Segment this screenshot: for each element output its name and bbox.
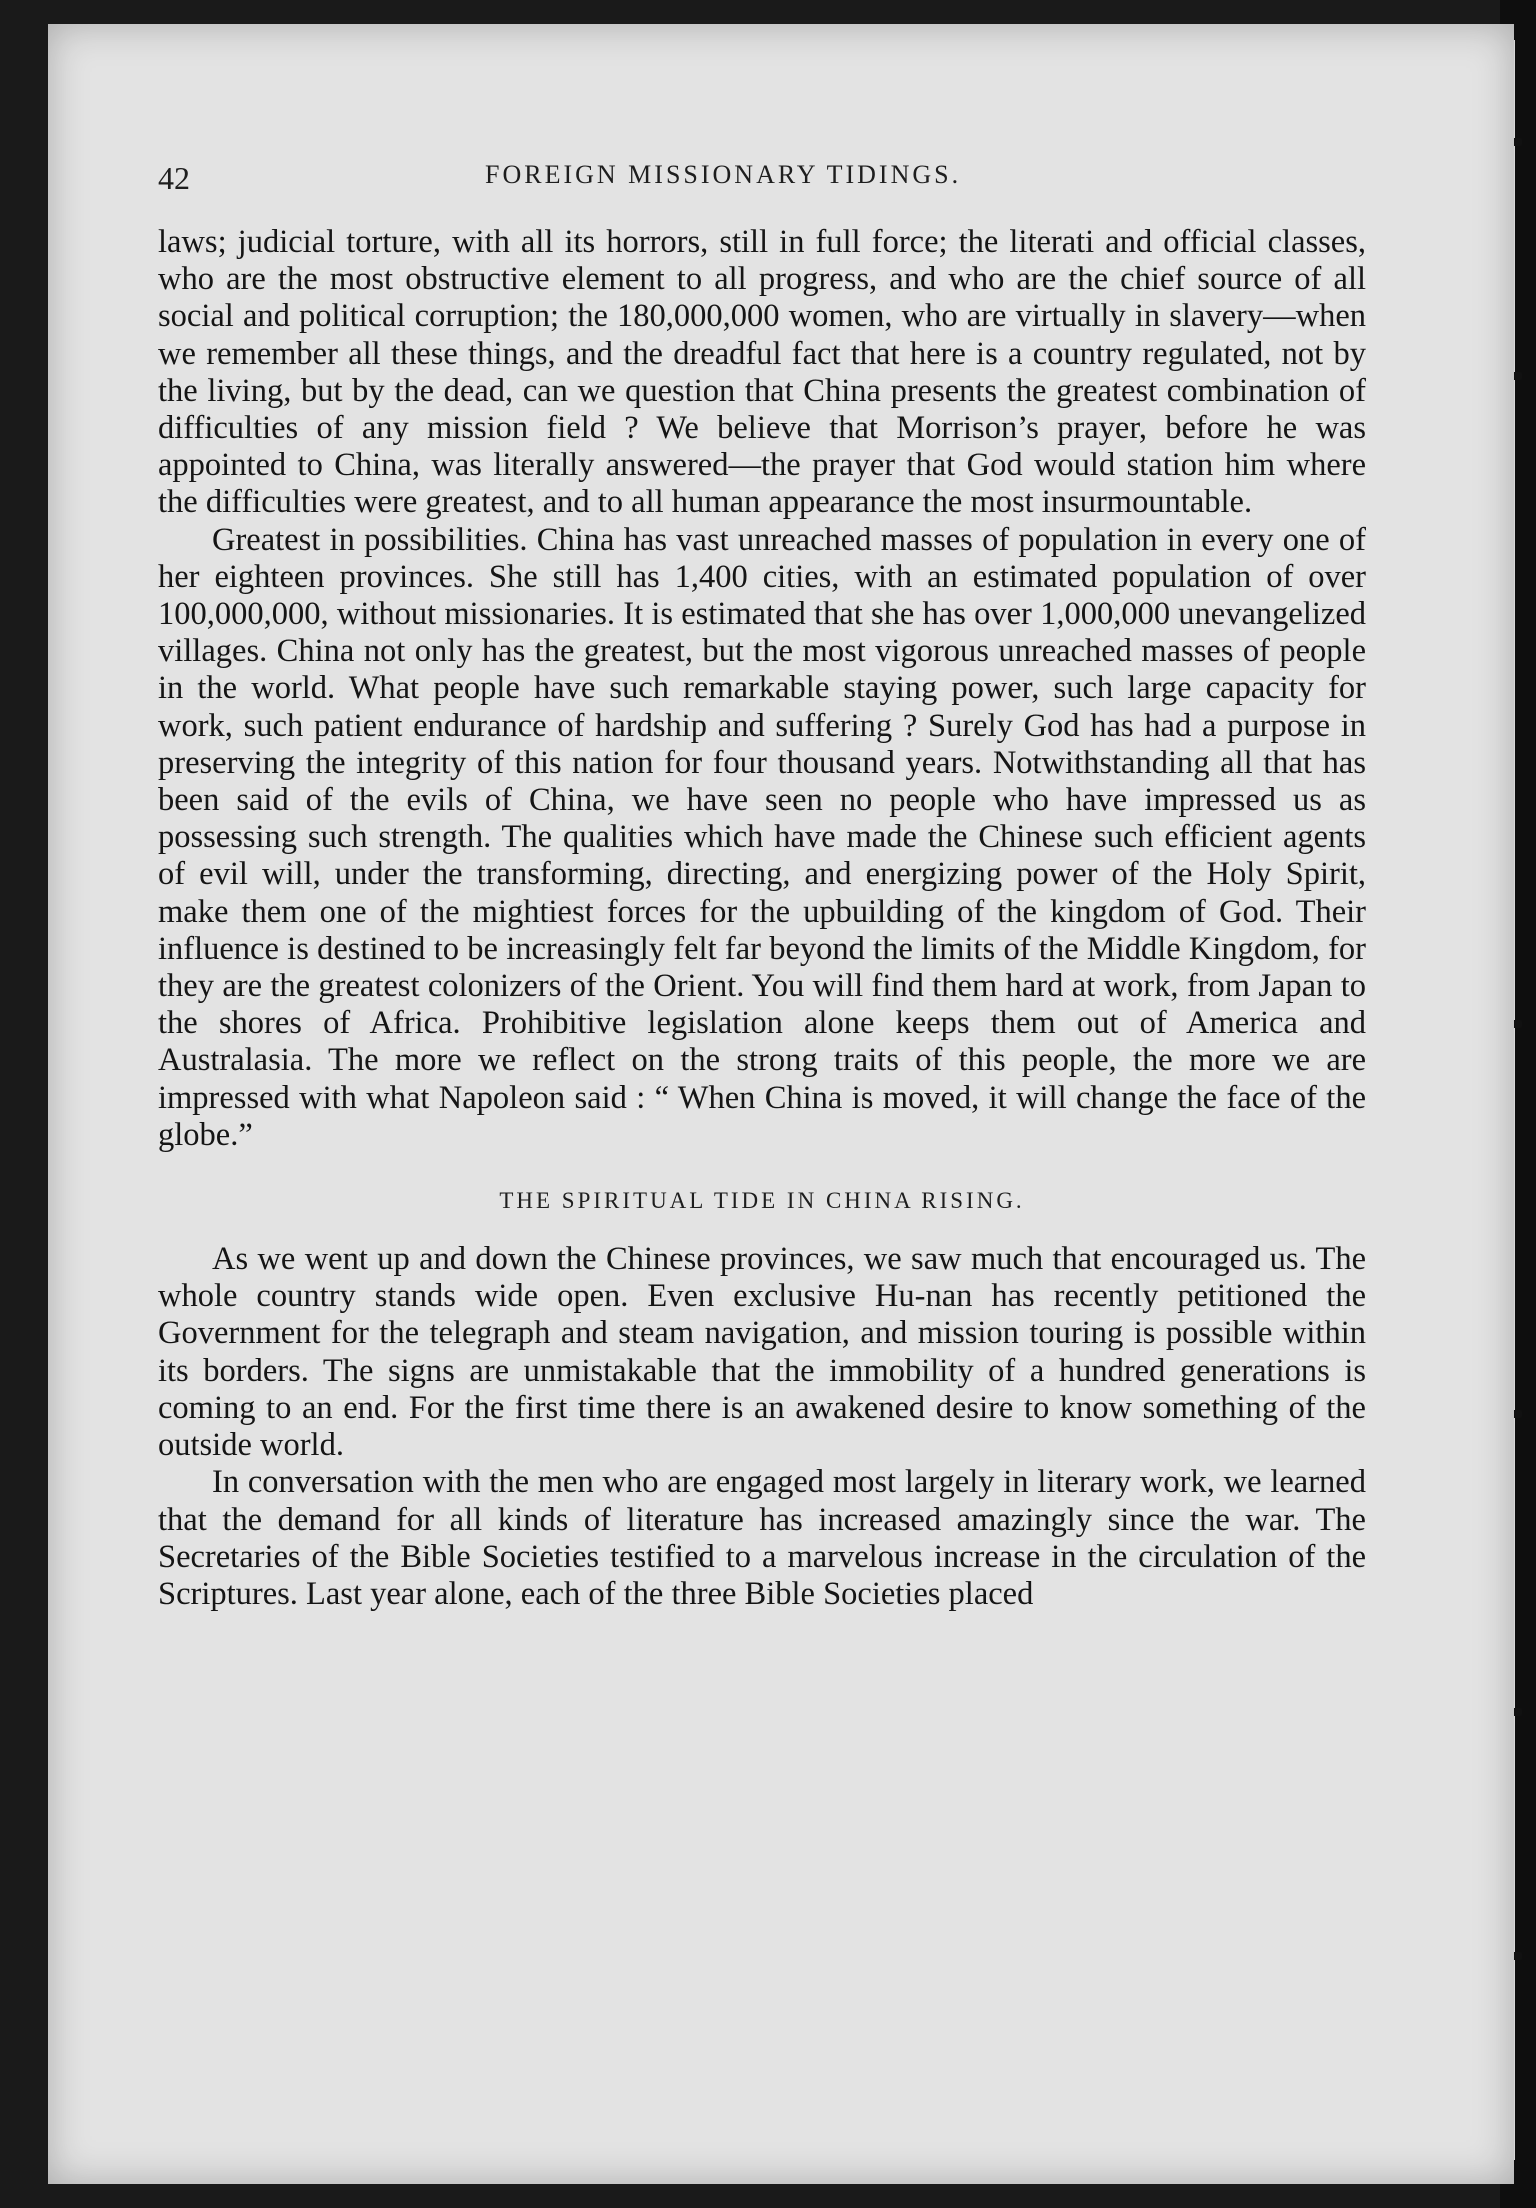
paragraph: As we went up and down the Chinese provinces, we saw much that encouraged us. The whole country stands wide open. Even exclusive Hu-nan has recently petitioned the Government for the telegraph and steam navigation, and mission touring is possible within its borders. The signs are unmistakable that the immobility of a hundred generations is coming to an end. For the first time there is an awakened desire to know something of the outside world. xyxy=(158,1241,1366,1464)
paragraph: laws; judicial torture, with all its horrors, still in full force; the literati and official classes, who are the most obstructive element to all progress, and who are the chief source of all social and political corruption; the 180,000,000 women, who are virtually in slavery—when we remember all these things, and the dreadful fact that here is a country regulated, not by the living, but by the dead, can we question that China presents the greatest combination of difficulties of any mission field ? We believe that Morrison’s prayer, before he was appointed to China, was literally answered—the prayer that God would station him where the difficulties were greatest, and to all human appearance the most insurmountable. xyxy=(158,224,1366,521)
body-text xyxy=(158,224,1366,1613)
section-heading: THE SPIRITUAL TIDE IN CHINA RISING. xyxy=(499,1188,1025,1214)
paragraph: Greatest in possibilities. China has vast unreached masses of population in every one of her eighteen provinces. She still has 1,400 cities, with an estimated population of over 100,000,000, without missionaries. It is estimated that she has over 1,000,000 unevangelized villages. China not only has the greatest, but the most vigorous unreached masses of people in the world. What people have such remarkable staying power, such large capacity for work, such patient endurance of hardship and suffering ? Surely God has had a purpose in preserving the integrity of this nation for four thousand years. Notwithstanding all that has been said of the evils of China, we have seen no people who have impressed us as possessing such strength. The qualities which have made the Chinese such efficient agents of evil will, under the transforming, directing, and energizing power of the Holy Spirit, make them one of the mightiest forces for the upbuilding of the kingdom of God. Their influence is destined to be increasingly felt far beyond the limits of the Middle Kingdom, for they are the greatest colonizers of the Orient. You will find them hard at work, from Japan to the shores of Africa. Prohibitive legislation alone keeps them out of America and Australasia. The more we reflect on the strong traits of this people, the more we are impressed with what Napoleon said : “ When China is moved, it will change the face of the globe.” xyxy=(158,521,1366,1153)
page-number: 42 xyxy=(158,160,190,196)
running-title: FOREIGN MISSIONARY TIDINGS. xyxy=(485,160,962,189)
paragraph: In conversation with the men who are engaged most largely in literary work, we learned that the demand for all kinds of literature has increased amazingly since the war. The Secretaries of the Bible Societies testified to a marvelous increase in the circulation of the Scriptures. Last year alone, each of the three Bible Societies placed xyxy=(158,1464,1366,1612)
